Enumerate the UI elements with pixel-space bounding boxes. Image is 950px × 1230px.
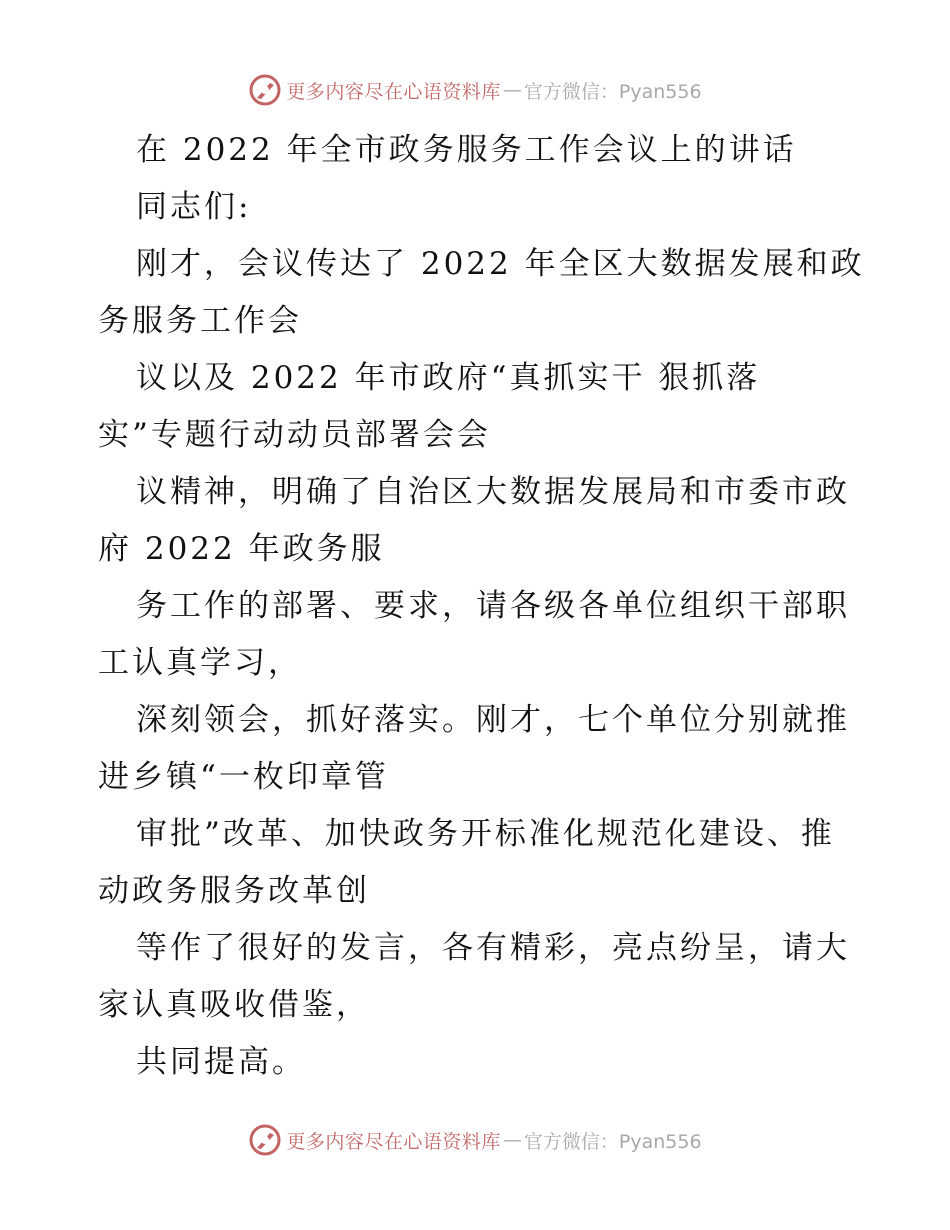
paragraph-line: 工认真学习， xyxy=(98,645,302,681)
paragraph-line: 家认真吸收借鉴， xyxy=(98,987,370,1023)
paragraph-line: 动政务服务改革创 xyxy=(98,873,370,909)
watermark-suffix: 官方微信：Pyan556 xyxy=(523,1130,702,1153)
quill-circle-icon xyxy=(248,73,282,107)
paragraph-line: 进乡镇“一枚印章管 xyxy=(98,759,389,795)
watermark-brand: 更多内容尽在心语资料库 xyxy=(286,1130,501,1153)
paragraph-line: 务服务工作会 xyxy=(98,303,302,339)
paragraph-line: 审批”改革、加快政务开标准化规范化建设、推 xyxy=(136,816,835,852)
paragraph-line: 实”专题行动动员部署会会 xyxy=(98,417,491,453)
paragraph-line: 府 2022 年政务服 xyxy=(98,531,385,567)
quill-circle-icon xyxy=(248,1123,282,1157)
paragraph-line: 议精神，明确了自治区大数据发展局和市委市政 xyxy=(136,474,850,510)
salutation: 同志们: xyxy=(136,189,252,225)
paragraph-line: 议以及 2022 年市政府“真抓实干 狠抓落 xyxy=(136,360,761,396)
paragraph-line: 共同提高。 xyxy=(136,1044,306,1080)
watermark-separator: — xyxy=(502,79,522,101)
paragraph-line: 深刻领会，抓好落实。刚才，七个单位分别就推 xyxy=(136,702,850,738)
header-watermark xyxy=(0,70,950,110)
paragraph-line: 等作了很好的发言，各有精彩，亮点纷呈，请大 xyxy=(136,930,850,966)
watermark-suffix: 官方微信：Pyan556 xyxy=(523,80,702,103)
paragraph-line: 刚才，会议传达了 2022 年全区大数据发展和政 xyxy=(136,246,865,282)
document-title: 在 2022 年全市政务服务工作会议上的讲话 xyxy=(136,132,797,168)
document-body xyxy=(98,122,865,1091)
footer-watermark xyxy=(0,1120,950,1160)
paragraph-line: 务工作的部署、要求，请各级各单位组织干部职 xyxy=(136,588,850,624)
watermark-separator: — xyxy=(502,1129,522,1151)
watermark-brand: 更多内容尽在心语资料库 xyxy=(286,80,501,103)
